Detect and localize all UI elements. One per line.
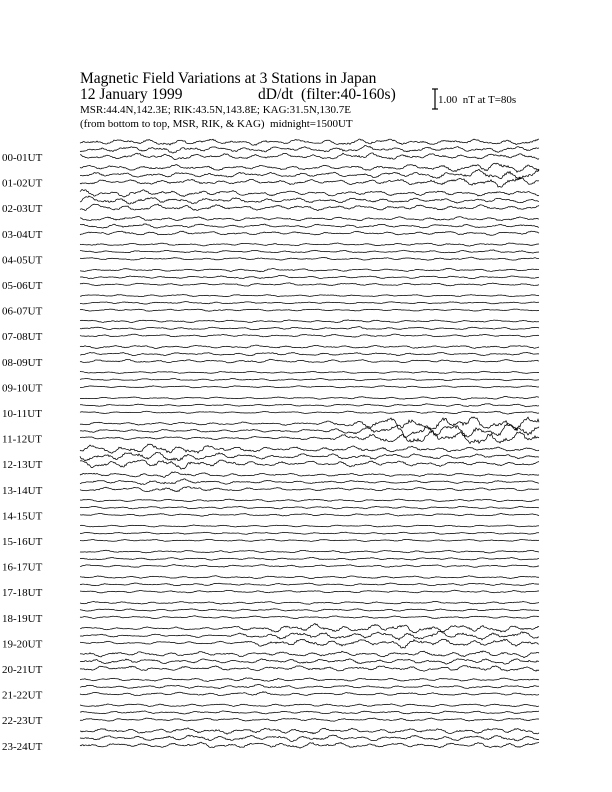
hour-label: 06-07UT (2, 305, 43, 318)
station-coordinates: MSR:44.4N,142.3E; RIK:43.5N,143.8E; KAG:31.5N,130.7E (80, 104, 352, 116)
trace-kag-00-01ut (80, 139, 539, 145)
hour-label: 04-05UT (2, 254, 43, 267)
hour-label: 11-12UT (2, 433, 42, 446)
trace-kag-06-07ut (80, 295, 539, 297)
trace-rik-23-24ut (80, 735, 539, 741)
trace-kag-11-12ut (80, 417, 539, 430)
trace-rik-00-01ut (80, 145, 539, 153)
trace-rik-02-03ut (80, 196, 539, 204)
trace-kag-20-21ut (80, 651, 539, 658)
trace-msr-04-05ut (80, 257, 539, 260)
trace-rik-08-09ut (80, 352, 539, 355)
trace-msr-07-08ut (80, 334, 539, 337)
trace-msr-22-23ut (80, 718, 539, 721)
trace-kag-10-11ut (80, 397, 539, 400)
trace-rik-15-16ut (80, 532, 539, 534)
trace-msr-12-13ut (80, 460, 539, 469)
hour-label: 10-11UT (2, 408, 42, 420)
trace-kag-18-19ut (80, 601, 539, 604)
trace-rik-22-23ut (80, 711, 539, 714)
trace-kag-13-14ut (80, 472, 539, 478)
hour-label: 14-15UT (2, 510, 43, 523)
trace-rik-13-14ut (80, 479, 539, 485)
trace-rik-19-20ut (80, 631, 539, 640)
trace-rik-01-02ut (80, 169, 539, 179)
trace-msr-09-10ut (80, 386, 539, 388)
trace-kag-22-23ut (80, 704, 539, 707)
trace-rik-16-17ut (80, 557, 539, 560)
trace-msr-08-09ut (80, 359, 539, 363)
trace-msr-19-20ut (80, 639, 539, 648)
trace-kag-09-10ut (80, 371, 539, 373)
trace-rik-20-21ut (80, 659, 539, 664)
hour-label: 15-16UT (2, 536, 43, 548)
chart-date: 12 January 1999 (80, 86, 183, 103)
trace-kag-17-18ut (80, 576, 539, 579)
trace-msr-14-15ut (80, 513, 539, 516)
trace-kag-15-16ut (80, 525, 539, 527)
trace-msr-18-19ut (80, 616, 539, 619)
trace-kag-02-03ut (80, 190, 539, 198)
trace-msr-20-21ut (80, 666, 539, 672)
trace-rik-18-19ut (80, 609, 539, 612)
trace-kag-07-08ut (80, 320, 539, 323)
hour-label: 00-01UT (2, 152, 43, 164)
hour-label: 18-19UT (2, 612, 43, 625)
chart-title: Magnetic Field Variations at 3 Stations in Japan (80, 70, 377, 87)
trace-msr-06-07ut (80, 309, 539, 311)
trace-rik-09-10ut (80, 378, 539, 380)
trace-rik-21-22ut (80, 684, 539, 688)
trace-kag-01-02ut (80, 163, 539, 172)
trace-msr-01-02ut (80, 177, 539, 187)
hour-label: 19-20UT (2, 638, 43, 651)
hour-label: 01-02UT (2, 177, 43, 190)
trace-rik-07-08ut (80, 327, 539, 330)
trace-order-note: (from bottom to top, MSR, RIK, & KAG) midnight=1500UT (80, 118, 353, 130)
chart-filter-label: dD/dt (filter:40-160s) (258, 86, 396, 103)
trace-msr-11-12ut (80, 431, 539, 444)
trace-kag-03-04ut (80, 216, 539, 220)
hour-label: 07-08UT (2, 331, 43, 344)
trace-msr-05-06ut (80, 283, 539, 286)
trace-msr-13-14ut (80, 487, 539, 492)
trace-kag-08-09ut (80, 345, 539, 348)
trace-rik-05-06ut (80, 275, 539, 278)
trace-kag-21-22ut (80, 678, 539, 682)
hour-label: 09-10UT (2, 382, 43, 395)
hour-label: 22-23UT (2, 715, 43, 728)
hour-label: 17-18UT (2, 587, 43, 600)
trace-kag-19-20ut (80, 624, 539, 633)
hour-label: 16-17UT (2, 561, 43, 574)
hour-label: 12-13UT (2, 459, 43, 472)
hour-label: 13-14UT (2, 484, 43, 497)
trace-kag-04-05ut (80, 243, 539, 246)
trace-msr-03-04ut (80, 231, 539, 235)
hour-label: 08-09UT (2, 356, 43, 369)
trace-msr-23-24ut (80, 742, 539, 748)
scale-label: 1.00 nT at T=80s (438, 94, 517, 106)
trace-msr-21-22ut (80, 692, 539, 696)
trace-rik-14-15ut (80, 506, 539, 509)
trace-rik-04-05ut (80, 250, 539, 253)
trace-rik-06-07ut (80, 302, 539, 305)
trace-msr-02-03ut (80, 204, 539, 211)
trace-rik-10-11ut (80, 404, 539, 407)
trace-kag-16-17ut (80, 550, 539, 553)
hour-label: 21-22UT (2, 689, 43, 702)
trace-msr-15-16ut (80, 539, 539, 541)
trace-msr-17-18ut (80, 590, 539, 593)
hour-label: 02-03UT (2, 203, 43, 216)
trace-rik-17-18ut (80, 583, 539, 586)
hour-label: 03-04UT (2, 228, 43, 241)
trace-rik-11-12ut (80, 424, 539, 438)
trace-msr-10-11ut (80, 411, 539, 414)
trace-msr-00-01ut (80, 153, 539, 160)
trace-rik-03-04ut (80, 224, 539, 228)
trace-rik-12-13ut (80, 452, 539, 460)
hour-label: 05-06UT (2, 280, 43, 292)
trace-kag-05-06ut (80, 268, 539, 271)
trace-kag-23-24ut (80, 728, 539, 734)
hour-label: 20-21UT (2, 664, 43, 676)
trace-msr-16-17ut (80, 565, 539, 568)
hour-label: 23-24UT (2, 740, 43, 753)
trace-kag-12-13ut (80, 444, 539, 453)
trace-kag-14-15ut (80, 499, 539, 502)
